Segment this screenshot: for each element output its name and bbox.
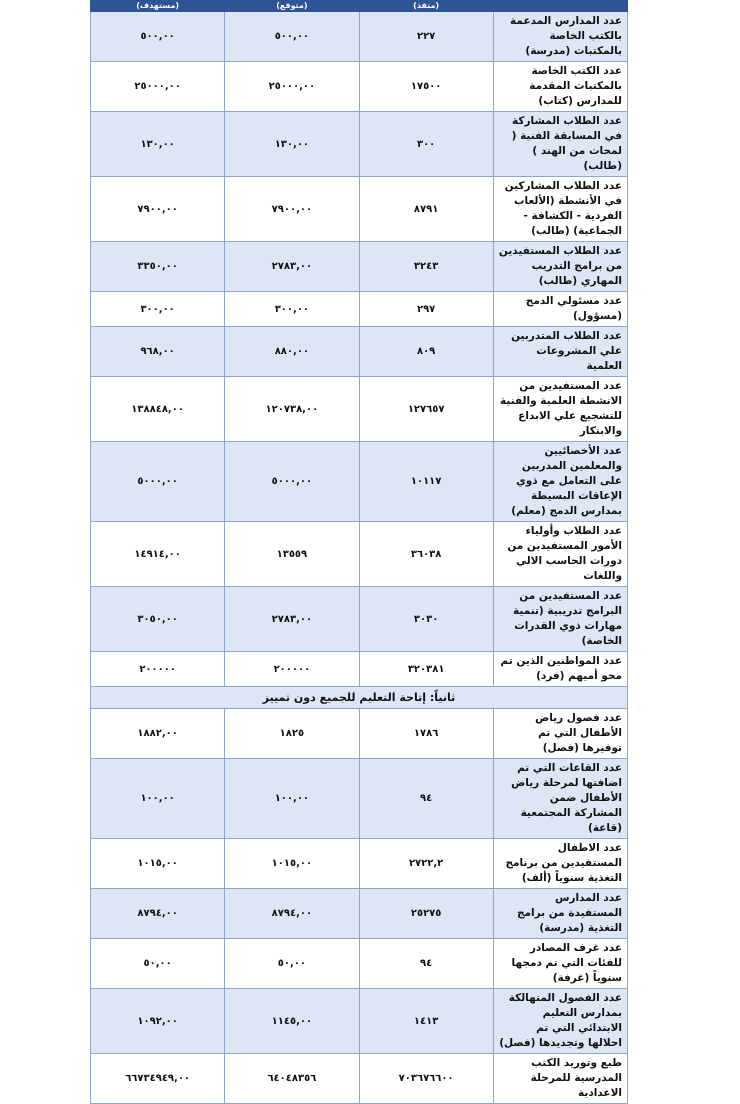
table-row	[91, 177, 628, 242]
cell-base: ٣٠٣٠	[359, 587, 493, 652]
cell-label: عدد الطلاب المشاركة في المسابقة الفنية ( لمحات من الهند ) (طالب)	[493, 112, 627, 177]
cell-base: ١٧٥٠٠	[359, 62, 493, 112]
cell-base: ٢٥٢٧٥	[359, 889, 493, 939]
cell-base: ٢٩٧	[359, 292, 493, 327]
cell-actual: ١٣٠,٠٠	[225, 112, 359, 177]
cell-label: عدد غرف المصادر للفئات التي تم دمجها سنوياً (غرفة)	[493, 939, 627, 989]
cell-label: عدد المدارس المدعمة بالكتب الخاصة بالمكتبات (مدرسة)	[493, 12, 627, 62]
cell-label: طبع وتوريد الكتب المدرسية للمرحلة الاعدادية	[493, 1054, 627, 1104]
table-row	[91, 442, 628, 522]
cell-plan: ١٣٨٨٤٨,٠٠	[91, 377, 225, 442]
cell-actual: ٥٠٠٠,٠٠	[225, 442, 359, 522]
cell-label: عدد المستفيدين من البرامج تدريبية (تنمية مهارات ذوي القدرات الخاصة)	[493, 587, 627, 652]
cell-base: ٢٢٧	[359, 12, 493, 62]
table-row	[91, 587, 628, 652]
cell-actual: ١٠١٥,٠٠	[225, 839, 359, 889]
cell-label: عدد المستفيدين من الانشطة العلمية والفنية للتشجيع علي الابداع والابتكار	[493, 377, 627, 442]
cell-actual: ٢٥٠٠٠,٠٠	[225, 62, 359, 112]
cell-label: عدد مسئولي الدمج (مسؤول)	[493, 292, 627, 327]
cell-plan: ١٣٠,٠٠	[91, 112, 225, 177]
cell-plan: ٣٠٥٠,٠٠	[91, 587, 225, 652]
cell-actual: ٨٧٩٤,٠٠	[225, 889, 359, 939]
cell-label: عدد الفصول المتهالكة بمدارس التعليم الابتدائي التي تم احلالها وتجديدها (فصل)	[493, 989, 627, 1054]
cell-plan: ٥٠,٠٠	[91, 939, 225, 989]
header-empty-cell	[493, 1, 627, 12]
cell-actual: ٨٨٠,٠٠	[225, 327, 359, 377]
table-row	[91, 522, 628, 587]
table-row	[91, 889, 628, 939]
table-row	[91, 759, 628, 839]
cell-actual: ٧٩٠٠,٠٠	[225, 177, 359, 242]
table-body	[91, 1, 628, 1104]
cell-plan: ٦٦٧٣٤٩٤٩,٠٠	[91, 1054, 225, 1104]
cell-base: ٩٤	[359, 759, 493, 839]
cell-label: عدد الطلاب المشاركين في الأنشطة (الألعاب الفردية - الكشافة - الجماعية) (طالب)	[493, 177, 627, 242]
cell-plan: ٥٠٠,٠٠	[91, 12, 225, 62]
cell-actual: ٢٧٨٣,٠٠	[225, 242, 359, 292]
cell-plan: ١٤٩١٤,٠٠	[91, 522, 225, 587]
cell-plan: ١٨٨٢,٠٠	[91, 709, 225, 759]
cell-actual: ٢٠٠٠٠٠	[225, 652, 359, 687]
cell-label: عدد فصول رياض الأطفال التي تم توفيرها (فصل)	[493, 709, 627, 759]
cell-actual: ١١٤٥,٠٠	[225, 989, 359, 1054]
section-title: ثانياً: إتاحة التعليم للجميع دون تمييز	[91, 687, 628, 709]
cell-base: ٩٤	[359, 939, 493, 989]
table-row	[91, 939, 628, 989]
cell-label: عدد الطلاب المستفيدين من برامج التدريب المهاري (طالب)	[493, 242, 627, 292]
table-row	[91, 242, 628, 292]
cell-base: ٨٧٩١	[359, 177, 493, 242]
document-page	[90, 0, 650, 1099]
cell-base: ٣٦٠٣٨	[359, 522, 493, 587]
table-row	[91, 652, 628, 687]
cell-label: عدد الطلاب المتدربين علي المشروعات العلمية	[493, 327, 627, 377]
table-row	[91, 1054, 628, 1104]
cell-base: ٨٠٩	[359, 327, 493, 377]
cell-actual: ٢٧٨٣,٠٠	[225, 587, 359, 652]
header-plan: (مستهدف)	[91, 1, 225, 12]
cell-plan: ١٠١٥,٠٠	[91, 839, 225, 889]
cell-label: عدد المدارس المستفيدة من برامج التغذية (مدرسة)	[493, 889, 627, 939]
cell-label: عدد القاعات التي تم اضافتها لمرحلة رياض الأطفال ضمن المشاركة المجتمعية (قاعة)	[493, 759, 627, 839]
table-row	[91, 62, 628, 112]
cell-plan: ٩٦٨,٠٠	[91, 327, 225, 377]
cell-base: ٢٧٢٢,٢	[359, 839, 493, 889]
cell-base: ١٤١٣	[359, 989, 493, 1054]
cell-plan: ٣٠٠,٠٠	[91, 292, 225, 327]
cell-base: ٣٠٠	[359, 112, 493, 177]
cell-label: عدد المواطنين الذين تم محو أميهم (فرد)	[493, 652, 627, 687]
cell-base: ١٠١١٧	[359, 442, 493, 522]
cell-actual: ٥٠,٠٠	[225, 939, 359, 989]
cell-plan: ٨٧٩٤,٠٠	[91, 889, 225, 939]
cell-base: ٣٢٠٣٨١	[359, 652, 493, 687]
cell-plan: ٥٠٠٠,٠٠	[91, 442, 225, 522]
table-row	[91, 12, 628, 62]
table-row	[91, 112, 628, 177]
cell-label: عدد الكتب الخاصة بالمكتبات المقدمة للمدارس (كتاب)	[493, 62, 627, 112]
table-row	[91, 839, 628, 889]
cell-label: عدد الاطفال المستفيدين من برنامج التغذية سنوياً (ألف)	[493, 839, 627, 889]
cell-label: عدد الأخصائيين والمعلمين المدربين على التعامل مع ذوي الإعاقات البسيطة بمدارس الدمج (معلم)	[493, 442, 627, 522]
section-row	[91, 687, 628, 709]
cell-actual: ٦٤٠٤٨٣٥٦	[225, 1054, 359, 1104]
cell-plan: ٢٥٠٠٠,٠٠	[91, 62, 225, 112]
table-row	[91, 709, 628, 759]
cell-plan: ١٠٩٢,٠٠	[91, 989, 225, 1054]
cell-plan: ٧٩٠٠,٠٠	[91, 177, 225, 242]
cell-actual: ١٨٢٥	[225, 709, 359, 759]
cell-actual: ١٢٠٧٣٨,٠٠	[225, 377, 359, 442]
cell-plan: ٢٠٠٠٠٠	[91, 652, 225, 687]
cell-actual: ١٣٥٥٩	[225, 522, 359, 587]
table-row	[91, 292, 628, 327]
header-actual: (متوقع)	[225, 1, 359, 12]
table-row	[91, 377, 628, 442]
table-header-row	[91, 1, 628, 12]
indicators-table	[90, 0, 628, 1104]
cell-actual: ١٠٠,٠٠	[225, 759, 359, 839]
table-row	[91, 327, 628, 377]
table-row	[91, 989, 628, 1054]
cell-actual: ٥٠٠,٠٠	[225, 12, 359, 62]
cell-base: ١٧٨٦	[359, 709, 493, 759]
cell-base: ٧٠٣٦٧٦٦٠٠	[359, 1054, 493, 1104]
cell-label: عدد الطلاب وأولياء الأمور المستفيدين من دورات الحاسب الالي واللغات	[493, 522, 627, 587]
header-base: (منفذ)	[359, 1, 493, 12]
cell-base: ١٢٧٦٥٧	[359, 377, 493, 442]
cell-actual: ٣٠٠,٠٠	[225, 292, 359, 327]
cell-plan: ٣٣٥٠,٠٠	[91, 242, 225, 292]
cell-base: ٣٢٤٣	[359, 242, 493, 292]
cell-plan: ١٠٠,٠٠	[91, 759, 225, 839]
